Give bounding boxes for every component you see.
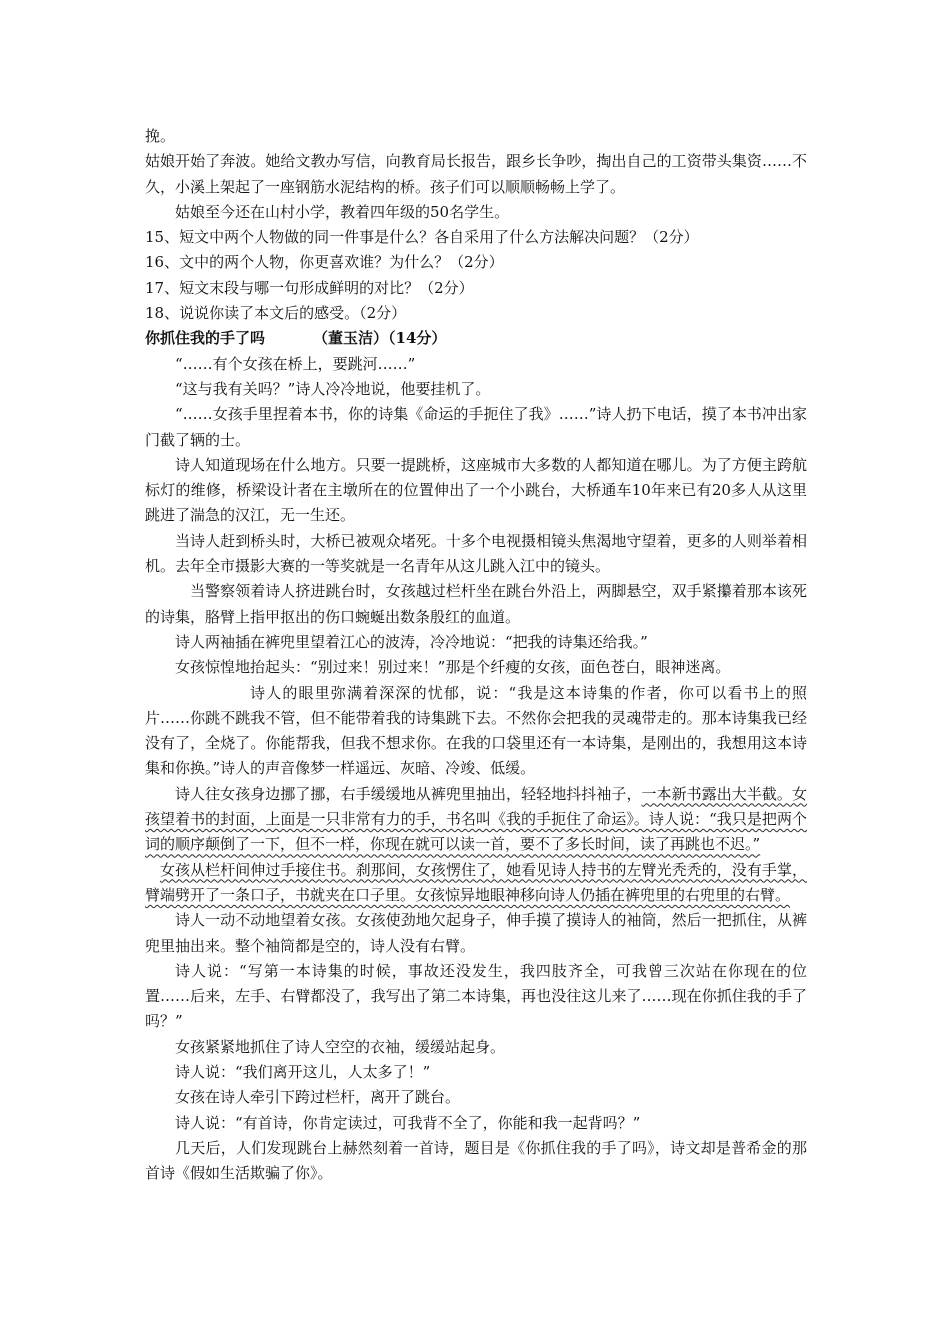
story1-line-3: 姑娘至今还在山村小学，教着四年级的50名学生。 <box>175 202 510 221</box>
story2-paragraph-16: 女孩在诗人牵引下跨过栏杆，离开了跳台。 <box>175 1088 461 1107</box>
story2-paragraph-9: 诗人的眼里弥满着深深的忧郁，说：“我是这本诗集的作者，你可以看书上的照片……你跳不跳我不管，但不能带着我的诗集跳下去。不然你会把我的灵魂带走的。那本诗集我已经没有了，全烧了。你能帮我，但我不想求你。在我的口袋里还有一本诗集，是刚出的，我想用这本诗集和你换。”诗人的声音像梦一样遥远、灰暗、冷竣、低缓。 <box>145 683 807 778</box>
story2-title: 你抓住我的手了吗 <box>145 329 266 348</box>
story2-paragraph-10-lead: 诗人往女孩身边挪了挪，右手缓缓地从裤兜里抽出，轻轻地抖抖袖子， <box>175 784 642 803</box>
story2-paragraph-4: 诗人知道现场在什么地方。只要一提跳桥，这座城市大多数的人都知道在哪儿。为了方便主跨航标灯的维修，桥梁设计者在主墩所在的位置伸出了一个小跳台，大桥通车10年来已有20多人从这里跳进了湍急的汉江，无一生还。 <box>145 455 807 525</box>
story2-paragraph-1: “……有个女孩在桥上，要跳河……” <box>175 354 416 373</box>
story2-paragraph-3: “……女孩手里捏着本书，你的诗集《命运的手扼住了我》……”诗人扔下电话，摸了本书冲出家门截了辆的士。 <box>145 405 807 449</box>
story2-paragraph-8: 女孩惊惶地抬起头：“别过来！别过来！”那是个纤瘦的女孩，面色苍白，眼神迷离。 <box>175 658 731 677</box>
story1-line-2: 姑娘开始了奔波。她给文教办写信，向教育局长报告，跟乡长争吵，掏出自己的工资带头集资……不久，小溪上架起了一座钢筋水泥结构的桥。孩子们可以顺顺畅畅上学了。 <box>145 152 807 196</box>
underlined-passage-2: 女孩从栏杆间伸过手接住书。刹那间，女孩愣住了，她看见诗人持书的左臂光秃秃的，没有手掌，臂端劈开了一条口子，书就夹在口子里。女孩惊异地眼神移向诗人仍插在裤兜里的右兜里的右臂。 <box>145 860 807 904</box>
underlined-passage-1: 一本新书露出大半截。女孩望着书的封面，上面是一只非常有力的手，书名叫《我的手扼住了命运》。诗人说：“我只是把两个词的顺序颠倒了一下，但不一样，你现在就可以读一首，要不了多长时间，读了再跳也不迟。” <box>145 784 807 854</box>
story2-paragraph-6: 当警察领着诗人挤进跳台时，女孩越过栏杆坐在跳台外沿上，两脚悬空，双手紧攥着那本该死的诗集，胳臂上指甲抠出的伤口蜿蜒出数条殷红的血道。 <box>145 582 807 626</box>
story2-paragraph-17: 诗人说：“有首诗，你肯定读过，可我背不全了，你能和我一起背吗？” <box>175 1113 641 1132</box>
story1-line-1: 挽。 <box>145 127 176 145</box>
story2-paragraph-12: 诗人一动不动地望着女孩。女孩使劲地欠起身子，伸手摸了摸诗人的袖筒，然后一把抓住，从裤兜里抽出来。整个袖筒都是空的，诗人没有右臂。 <box>145 911 807 955</box>
story2-paragraph-7: 诗人两袖插在裤兜里望着江心的波涛，冷冷地说：“把我的诗集还给我。” <box>175 632 648 651</box>
story2-paragraph-10 <box>145 782 807 858</box>
story2-paragraph-18: 几天后，人们发现跳台上赫然刻着一首诗，题目是《你抓住我的手了吗》，诗文却是普希金的那首诗《假如生活欺骗了你》。 <box>145 1138 807 1183</box>
story2-paragraph-15: 诗人说：“我们离开这儿，人太多了！” <box>175 1062 431 1081</box>
story2-paragraph-13: 诗人说：“写第一本诗集的时候，事故还没发生，我四肢齐全，可我曾三次站在你现在的位置……后来，左手、右臂都没了，我写出了第二本诗集，再也没往这儿来了……现在你抓住我的手了吗？” <box>145 961 807 1031</box>
question-15: 15、短文中两个人物做的同一件事是什么？各自采用了什么方法解决问题？（2分） <box>145 228 699 247</box>
question-16: 16、文中的两个人物，你更喜欢谁？为什么？（2分） <box>145 253 504 272</box>
question-17: 17、短文末段与哪一句形成鲜明的对比？（2分） <box>145 278 474 297</box>
document-body <box>145 124 807 1186</box>
story2-paragraph-5: 当诗人赶到桥头时，大桥已被观众堵死。十多个电视摄相镜头焦渴地守望着，更多的人则举着相机。去年全市摄影大赛的一等奖就是一名青年从这儿跳入江中的镜头。 <box>145 531 807 576</box>
story2-paragraph-2: “这与我有关吗？”诗人冷冷地说，他要挂机了。 <box>175 379 491 398</box>
story2-author-score: （董玉洁）（14分） <box>313 329 447 348</box>
story2-paragraph-14: 女孩紧紧地抓住了诗人空空的衣袖，缓缓站起身。 <box>175 1037 506 1056</box>
question-18: 18、说说你读了本文后的感受。（2分） <box>145 304 407 323</box>
story2-heading <box>145 326 807 351</box>
